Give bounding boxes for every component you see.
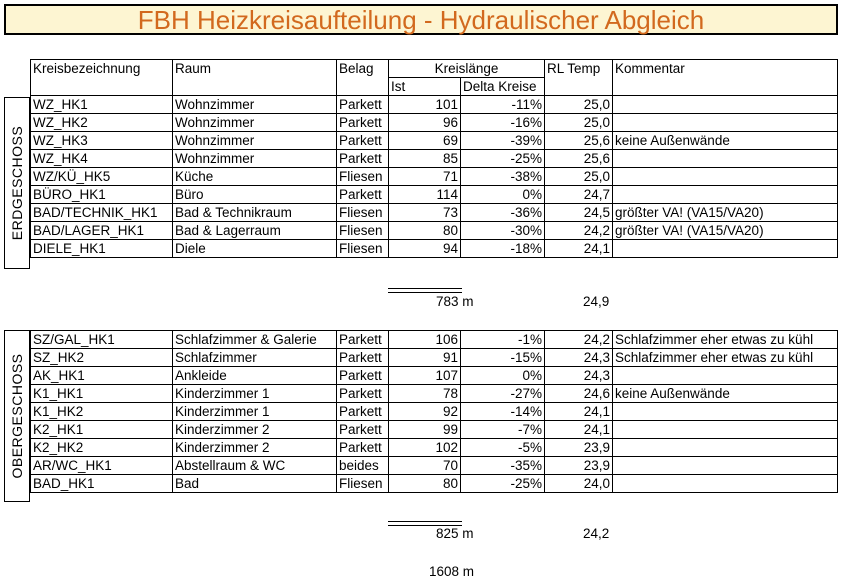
- cell-kreis: SZ_HK2: [31, 349, 173, 367]
- cell-rl-temp: 24,3: [545, 367, 613, 385]
- cell-kommentar: [613, 439, 838, 457]
- header-kreis: Kreisbezeichnung: [31, 60, 173, 78]
- cell-kreis: SZ/GAL_HK1: [31, 331, 173, 349]
- erdgeschoss-sum-length: 783 m: [436, 294, 474, 309]
- cell-belag: Parkett: [337, 96, 389, 114]
- cell-rl-temp: 25,0: [545, 168, 613, 186]
- cell-rl-temp: 25,0: [545, 96, 613, 114]
- cell-ist: 99: [389, 421, 461, 439]
- table-row: [31, 96, 838, 114]
- cell-delta: -39%: [461, 132, 545, 150]
- table-row: [31, 367, 838, 385]
- cell-delta: -5%: [461, 439, 545, 457]
- cell-delta: -38%: [461, 168, 545, 186]
- cell-kommentar: [613, 475, 838, 493]
- cell-kreis: K2_HK1: [31, 421, 173, 439]
- cell-kommentar: keine Außenwände: [613, 385, 838, 403]
- cell-belag: Parkett: [337, 114, 389, 132]
- cell-kreis: WZ_HK1: [31, 96, 173, 114]
- cell-kreis: BÜRO_HK1: [31, 186, 173, 204]
- table-row: [31, 475, 838, 493]
- cell-raum: Büro: [173, 186, 337, 204]
- table-row: [31, 331, 838, 349]
- cell-kreis: WZ_HK4: [31, 150, 173, 168]
- cell-kommentar: [613, 114, 838, 132]
- cell-ist: 107: [389, 367, 461, 385]
- obergeschoss-side-label: [4, 330, 30, 502]
- cell-ist: 80: [389, 475, 461, 493]
- cell-kommentar: [613, 421, 838, 439]
- cell-ist: 92: [389, 403, 461, 421]
- cell-kommentar: größter VA! (VA15/VA20): [613, 222, 838, 240]
- header-row: [31, 60, 838, 78]
- sum-double-line: [388, 288, 462, 293]
- cell-raum: Ankleide: [173, 367, 337, 385]
- cell-kommentar: Schlafzimmer eher etwas zu kühl: [613, 349, 838, 367]
- cell-delta: -14%: [461, 403, 545, 421]
- cell-ist: 101: [389, 96, 461, 114]
- table-row: [31, 150, 838, 168]
- cell-kommentar: größter VA! (VA15/VA20): [613, 204, 838, 222]
- cell-rl-temp: 24,2: [545, 331, 613, 349]
- header-ist: Ist: [389, 78, 461, 96]
- cell-raum: Küche: [173, 168, 337, 186]
- cell-rl-temp: 25,6: [545, 132, 613, 150]
- cell-belag: Parkett: [337, 331, 389, 349]
- cell-raum: Wohnzimmer: [173, 150, 337, 168]
- header-rl-temp: RL Temp: [545, 60, 613, 78]
- cell-belag: Fliesen: [337, 222, 389, 240]
- table-row: [31, 186, 838, 204]
- cell-kommentar: [613, 186, 838, 204]
- table-row: [31, 222, 838, 240]
- cell-delta: -11%: [461, 96, 545, 114]
- cell-kommentar: Schlafzimmer eher etwas zu kühl: [613, 331, 838, 349]
- cell-raum: Wohnzimmer: [173, 96, 337, 114]
- header-kreislaenge: Kreislänge: [389, 60, 545, 78]
- subheader-empty: [337, 78, 389, 96]
- cell-kommentar: [613, 96, 838, 114]
- cell-rl-temp: 24,0: [545, 475, 613, 493]
- cell-rl-temp: 24,3: [545, 349, 613, 367]
- cell-delta: -16%: [461, 114, 545, 132]
- cell-raum: Bad & Technikraum: [173, 204, 337, 222]
- erdgeschoss-rows: [31, 96, 838, 258]
- cell-kommentar: [613, 457, 838, 475]
- cell-kreis: AR/WC_HK1: [31, 457, 173, 475]
- cell-belag: Parkett: [337, 403, 389, 421]
- subheader-empty: [31, 78, 173, 96]
- cell-delta: -25%: [461, 475, 545, 493]
- cell-rl-temp: 23,9: [545, 457, 613, 475]
- cell-rl-temp: 24,7: [545, 186, 613, 204]
- cell-raum: Wohnzimmer: [173, 114, 337, 132]
- cell-delta: -7%: [461, 421, 545, 439]
- erdgeschoss-side-label: [4, 97, 30, 269]
- cell-ist: 96: [389, 114, 461, 132]
- cell-raum: Bad: [173, 475, 337, 493]
- cell-ist: 70: [389, 457, 461, 475]
- table-row: [31, 457, 838, 475]
- cell-belag: beides: [337, 457, 389, 475]
- cell-kreis: WZ_HK2: [31, 114, 173, 132]
- table-row: [31, 403, 838, 421]
- obergeschoss-sum-length: 825 m: [436, 526, 474, 541]
- cell-kommentar: [613, 150, 838, 168]
- cell-belag: Parkett: [337, 439, 389, 457]
- cell-rl-temp: 24,2: [545, 222, 613, 240]
- cell-raum: Kinderzimmer 1: [173, 403, 337, 421]
- cell-raum: Kinderzimmer 2: [173, 439, 337, 457]
- table-row: [31, 240, 838, 258]
- total-length: 1608 m: [429, 564, 475, 579]
- cell-rl-temp: 24,5: [545, 204, 613, 222]
- cell-kommentar: [613, 367, 838, 385]
- cell-rl-temp: 24,1: [545, 240, 613, 258]
- obergeschoss-rows: [31, 331, 838, 493]
- cell-rl-temp: 25,0: [545, 114, 613, 132]
- cell-raum: Schlafzimmer & Galerie: [173, 331, 337, 349]
- cell-ist: 94: [389, 240, 461, 258]
- cell-ist: 114: [389, 186, 461, 204]
- cell-ist: 69: [389, 132, 461, 150]
- cell-delta: -27%: [461, 385, 545, 403]
- cell-rl-temp: 24,1: [545, 421, 613, 439]
- cell-delta: -35%: [461, 457, 545, 475]
- cell-belag: Fliesen: [337, 168, 389, 186]
- cell-belag: Parkett: [337, 349, 389, 367]
- cell-rl-temp: 24,6: [545, 385, 613, 403]
- cell-rl-temp: 25,6: [545, 150, 613, 168]
- header-delta: Delta Kreise: [461, 78, 545, 96]
- erdgeschoss-table: [30, 59, 838, 258]
- header-raum: Raum: [173, 60, 337, 78]
- cell-delta: -1%: [461, 331, 545, 349]
- cell-delta: -25%: [461, 150, 545, 168]
- cell-kreis: BAD/TECHNIK_HK1: [31, 204, 173, 222]
- cell-ist: 80: [389, 222, 461, 240]
- cell-raum: Schlafzimmer: [173, 349, 337, 367]
- cell-raum: Abstellraum & WC: [173, 457, 337, 475]
- cell-ist: 91: [389, 349, 461, 367]
- cell-delta: 0%: [461, 186, 545, 204]
- cell-ist: 73: [389, 204, 461, 222]
- subheader-empty: [545, 78, 613, 96]
- cell-kreis: WZ_HK3: [31, 132, 173, 150]
- cell-belag: Parkett: [337, 421, 389, 439]
- cell-kreis: K2_HK2: [31, 439, 173, 457]
- cell-kommentar: keine Außenwände: [613, 132, 838, 150]
- cell-belag: Parkett: [337, 150, 389, 168]
- cell-delta: -36%: [461, 204, 545, 222]
- cell-kreis: BAD_HK1: [31, 475, 173, 493]
- cell-kommentar: [613, 168, 838, 186]
- cell-rl-temp: 24,1: [545, 403, 613, 421]
- cell-belag: Parkett: [337, 186, 389, 204]
- cell-raum: Kinderzimmer 1: [173, 385, 337, 403]
- obergeschoss-avg-rl: 24,2: [583, 526, 610, 541]
- cell-raum: Bad & Lagerraum: [173, 222, 337, 240]
- table-row: [31, 204, 838, 222]
- cell-belag: Parkett: [337, 385, 389, 403]
- table-row: [31, 439, 838, 457]
- header-kommentar: Kommentar: [613, 60, 838, 78]
- table-row: [31, 421, 838, 439]
- obergeschoss-table: [30, 330, 838, 493]
- subheader-empty: [613, 78, 838, 96]
- subheader-row: [31, 78, 838, 96]
- cell-ist: 71: [389, 168, 461, 186]
- table-row: [31, 168, 838, 186]
- cell-ist: 102: [389, 439, 461, 457]
- cell-belag: Fliesen: [337, 240, 389, 258]
- table-row: [31, 349, 838, 367]
- cell-kreis: AK_HK1: [31, 367, 173, 385]
- cell-kommentar: [613, 240, 838, 258]
- subheader-empty: [173, 78, 337, 96]
- cell-raum: Kinderzimmer 2: [173, 421, 337, 439]
- cell-kreis: K1_HK1: [31, 385, 173, 403]
- cell-belag: Fliesen: [337, 204, 389, 222]
- cell-belag: Parkett: [337, 367, 389, 385]
- cell-ist: 106: [389, 331, 461, 349]
- sheet-title: FBH Heizkreisaufteilung - Hydraulischer Abgleich: [4, 4, 838, 35]
- table-row: [31, 114, 838, 132]
- table-row: [31, 132, 838, 150]
- header-belag: Belag: [337, 60, 389, 78]
- cell-ist: 85: [389, 150, 461, 168]
- cell-kreis: DIELE_HK1: [31, 240, 173, 258]
- cell-kommentar: [613, 403, 838, 421]
- erdgeschoss-label: ERDGESCHOSS: [9, 125, 25, 241]
- cell-raum: Wohnzimmer: [173, 132, 337, 150]
- cell-kreis: K1_HK2: [31, 403, 173, 421]
- cell-rl-temp: 23,9: [545, 439, 613, 457]
- cell-kreis: BAD/LAGER_HK1: [31, 222, 173, 240]
- obergeschoss-label: OBERGESCHOSS: [9, 353, 25, 479]
- erdgeschoss-avg-rl: 24,9: [583, 294, 610, 309]
- cell-belag: Fliesen: [337, 475, 389, 493]
- cell-delta: -18%: [461, 240, 545, 258]
- cell-delta: 0%: [461, 367, 545, 385]
- cell-belag: Parkett: [337, 132, 389, 150]
- cell-kreis: WZ/KÜ_HK5: [31, 168, 173, 186]
- cell-ist: 78: [389, 385, 461, 403]
- cell-raum: Diele: [173, 240, 337, 258]
- cell-delta: -30%: [461, 222, 545, 240]
- table-row: [31, 385, 838, 403]
- cell-delta: -15%: [461, 349, 545, 367]
